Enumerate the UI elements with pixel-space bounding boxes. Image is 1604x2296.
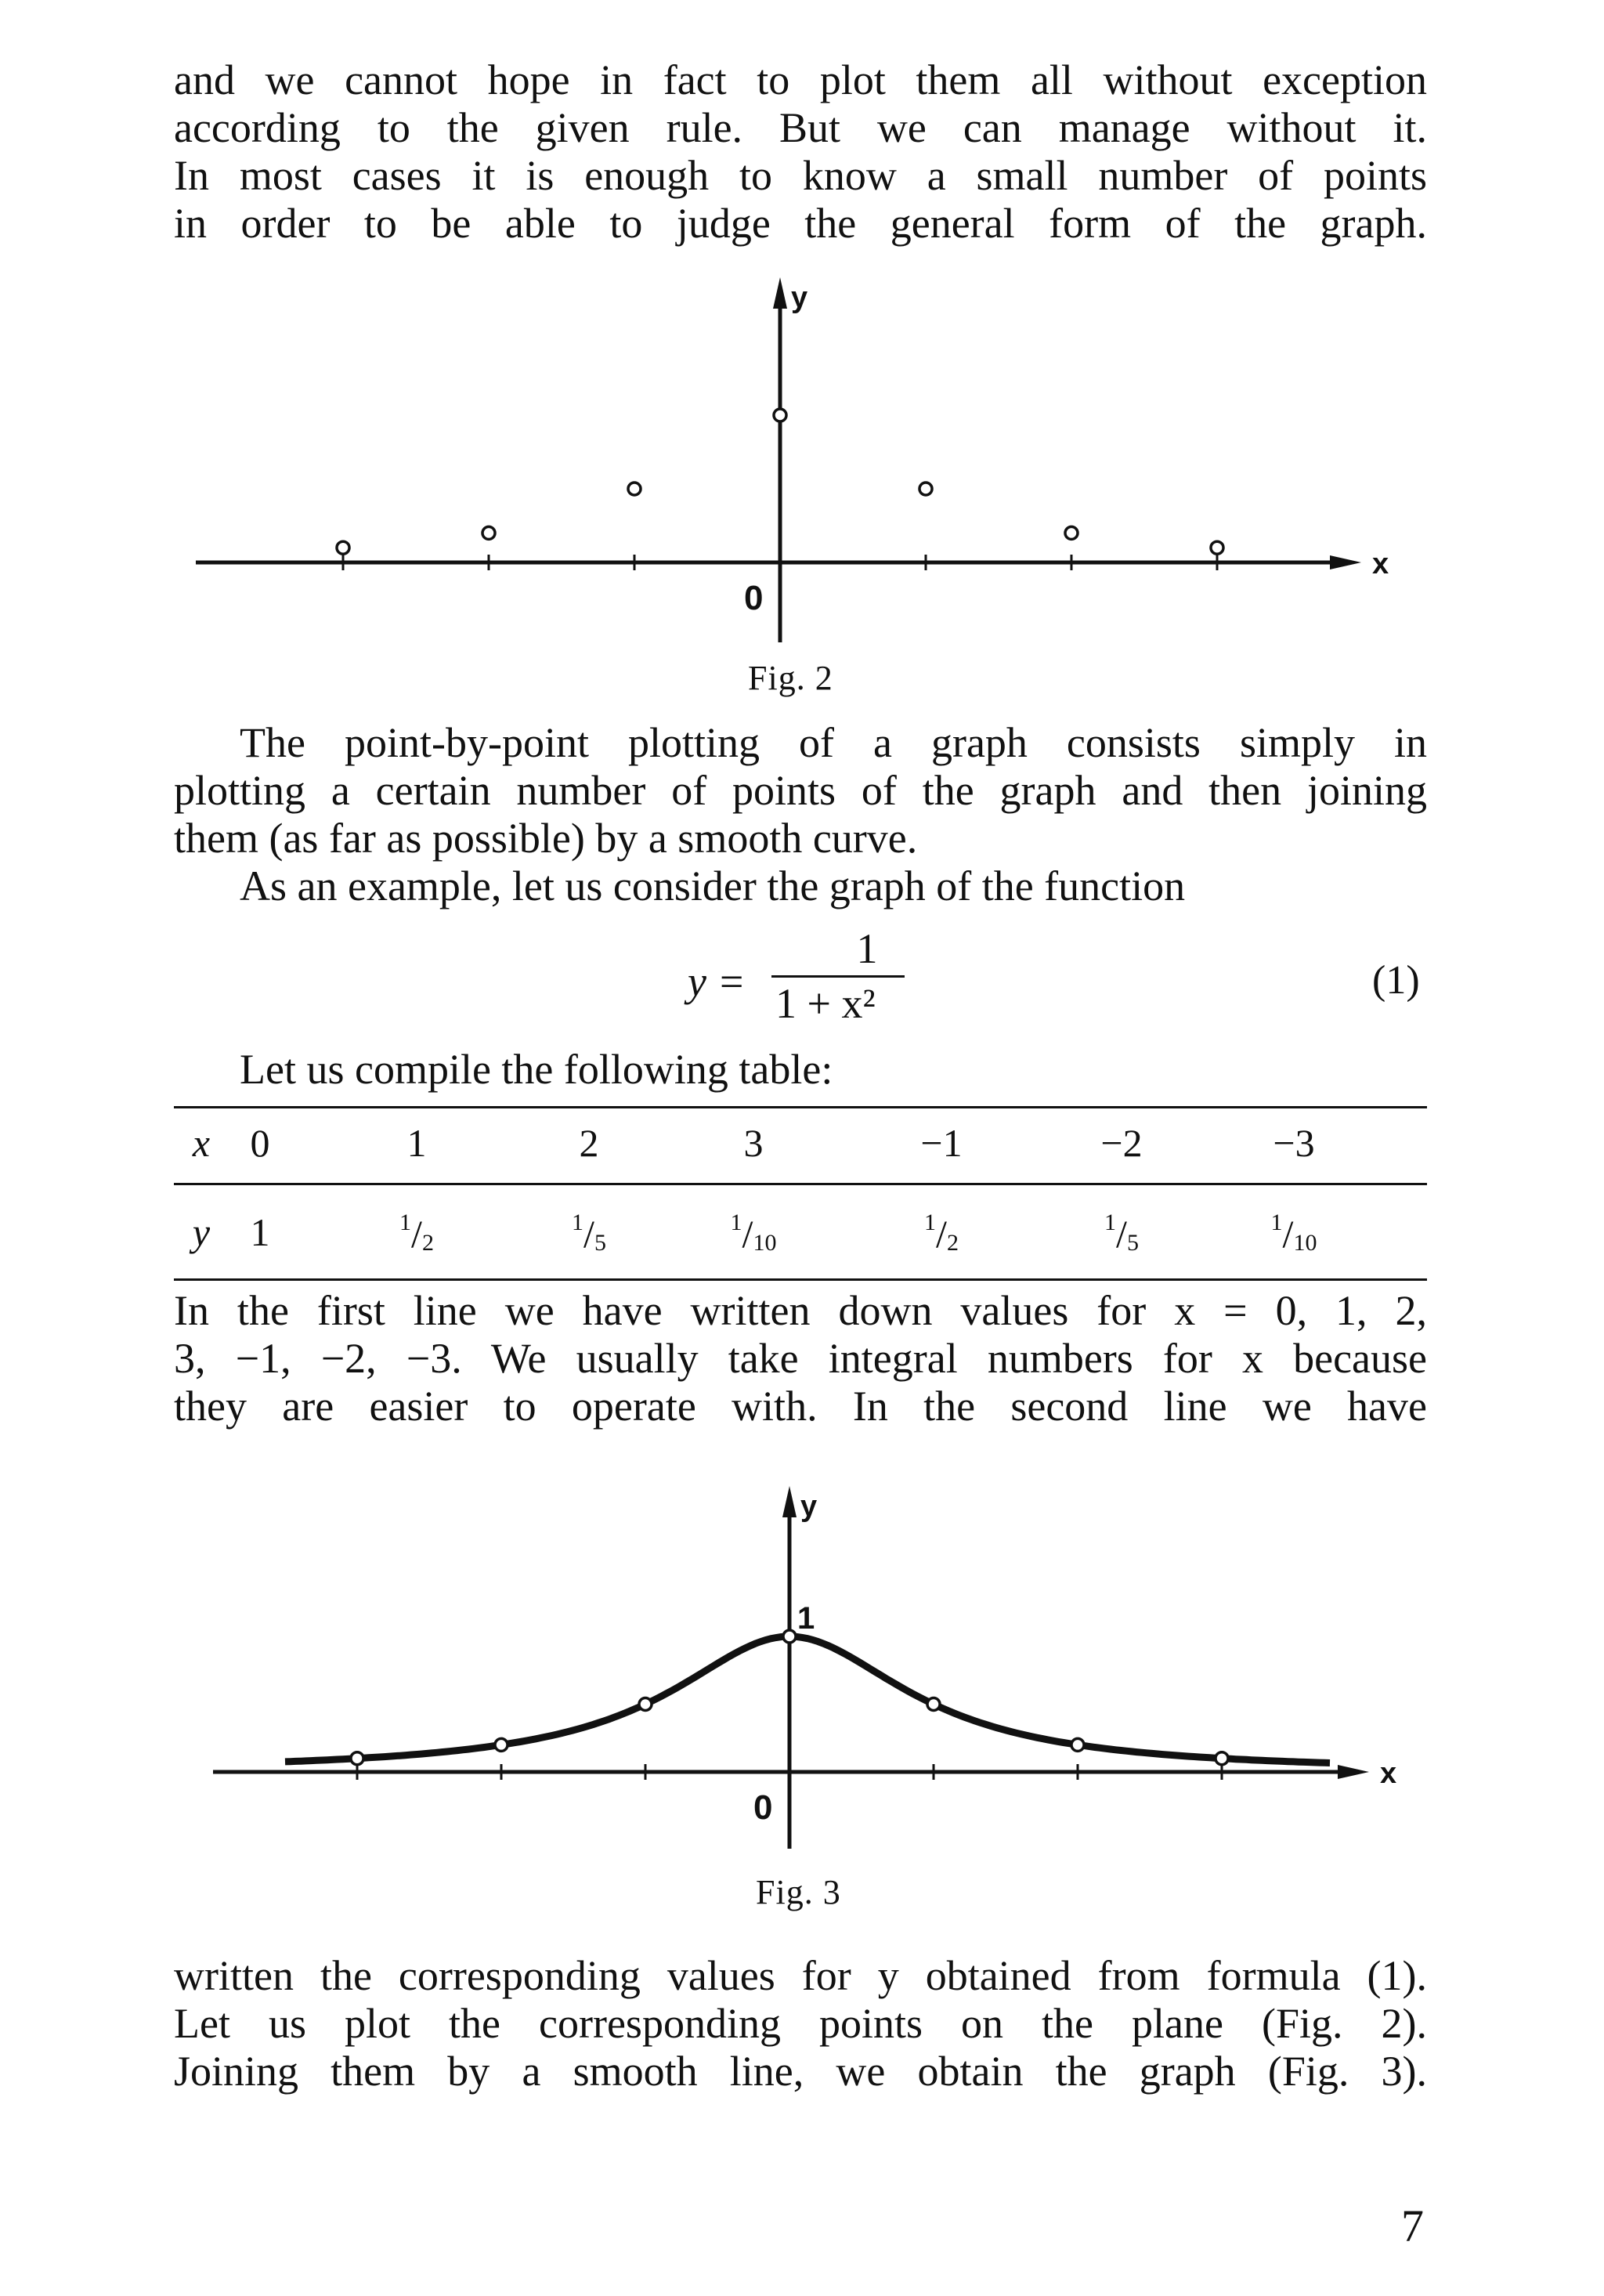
y-axis-label: y	[791, 281, 808, 314]
text-line: according to the given rule. But we can manage without it.	[174, 104, 1427, 151]
table-header-y: y	[192, 1210, 211, 1254]
table-cell-y: $^1/_5$	[572, 1209, 606, 1256]
text-line: In most cases it is enough to know a small number of points	[174, 152, 1427, 199]
data-point	[1071, 1738, 1084, 1751]
table-cell-x: 2	[579, 1121, 599, 1165]
text-line: plotting a certain number of points of the graph and then joining	[174, 767, 1427, 814]
text-line: and we cannot hope in fact to plot them all without exception	[174, 56, 1427, 103]
text-line: Let us compile the following table:	[240, 1046, 833, 1093]
function-curve	[285, 1636, 1330, 1763]
table-cell-x: 3	[743, 1121, 764, 1165]
text-line: Joining them by a smooth line, we obtain the graph (Fig. 3).	[174, 2048, 1427, 2095]
table-cell-y: $^1/_2$	[924, 1209, 959, 1256]
data-point	[927, 1698, 940, 1711]
paragraph-conclusion	[174, 1952, 1427, 2095]
table-cell-y: $^1/_{10}$	[1270, 1209, 1317, 1256]
text-line: they are easier to operate with. In the second line we have	[174, 1383, 1427, 1430]
table-cell-x: 1	[406, 1121, 427, 1165]
x-axis-label: x	[1380, 1757, 1397, 1790]
table-cell-y: 1	[250, 1210, 270, 1254]
table-cell-x: −3	[1273, 1121, 1315, 1165]
equation-number: (1)	[1372, 958, 1420, 1003]
text-line: them (as far as possible) by a smooth curve.	[174, 815, 918, 862]
x-axis-arrow	[1338, 1765, 1369, 1779]
data-point	[351, 1752, 363, 1765]
figure-3-caption: Fig. 3	[756, 1873, 841, 1911]
text-line: As an example, let us consider the graph of the function	[240, 862, 1186, 909]
equation-numerator: 1	[856, 925, 878, 972]
text-line: written the corresponding values for y obtained from formula (1).	[174, 1952, 1427, 1999]
y-axis-label: y	[800, 1490, 818, 1523]
figure-2-caption: Fig. 2	[748, 659, 833, 697]
equation-denominator-text: 1 + x²	[775, 980, 876, 1027]
text-line: Let us plot the corresponding points on the plane (Fig. 2).	[174, 2000, 1427, 2047]
y-axis-arrow	[782, 1486, 797, 1517]
table-cell-x: 0	[250, 1121, 270, 1165]
page-number: 7	[1401, 2200, 1424, 2251]
text-line: in order to be able to judge the general form of the graph.	[174, 200, 1427, 247]
table-header-x: x	[192, 1121, 211, 1165]
text-line: The point-by-point plotting of a graph consists simply in	[240, 719, 1427, 766]
x-axis-label: x	[1372, 548, 1389, 580]
table-cell-x: −2	[1100, 1121, 1143, 1165]
text-line: In the first line we have written down values for x = 0, 1, 2,	[174, 1287, 1427, 1334]
table-cell-x: −1	[920, 1121, 963, 1165]
table-cell-y: $^1/_2$	[399, 1209, 434, 1256]
origin-label: 0	[753, 1788, 773, 1827]
equation-lhs: y =	[688, 958, 746, 1005]
text-line: 3, −1, −2, −3. We usually take integral numbers for x because	[174, 1335, 1427, 1382]
origin-label: 0	[744, 579, 764, 617]
data-point	[639, 1698, 652, 1711]
data-point	[1216, 1752, 1228, 1765]
y-tick-label: 1	[797, 1601, 815, 1636]
data-point	[495, 1738, 508, 1751]
data-point	[783, 1630, 796, 1643]
table-cell-y: $^1/_5$	[1104, 1209, 1139, 1256]
table-cell-y: $^1/_{10}$	[730, 1209, 777, 1256]
